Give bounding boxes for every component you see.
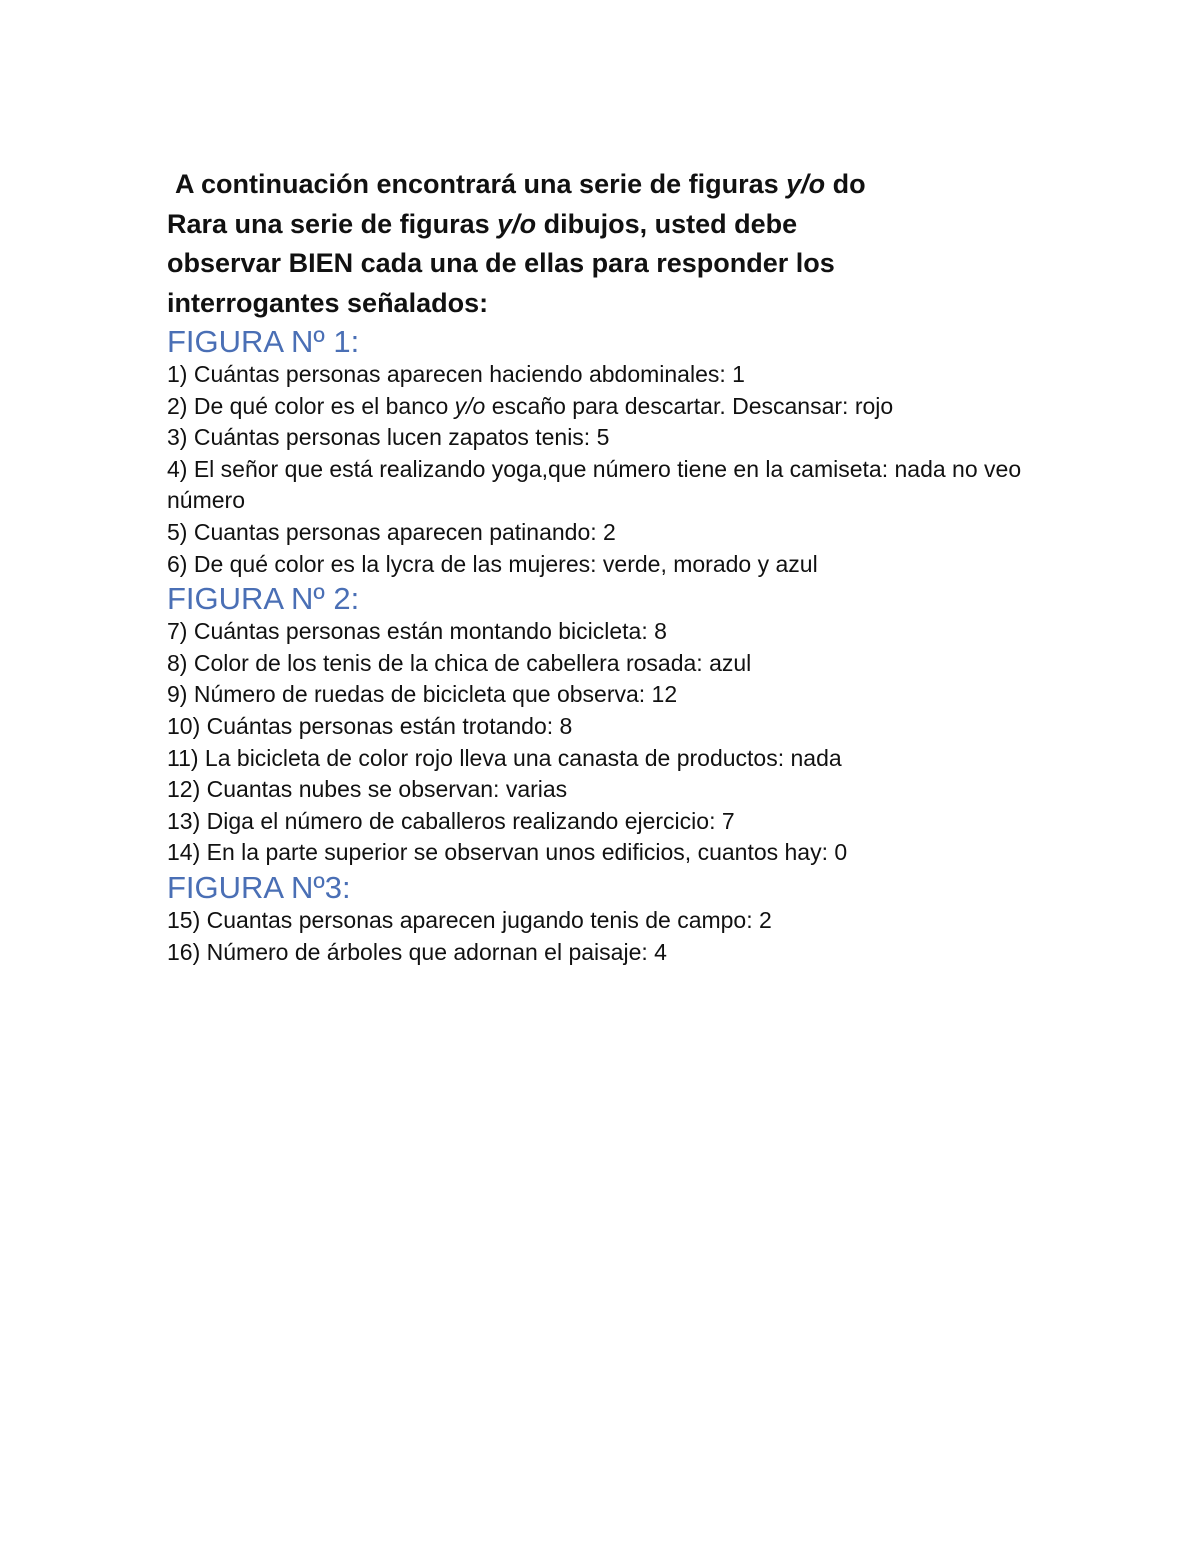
section-heading: FIGURA Nº 1: [167, 324, 360, 359]
intro-line-2: Rara una serie de figuras y/o dibujos, usted debe [167, 208, 798, 239]
question-item: 15) Cuantas personas aparecen jugando tenis de campo: 2 [167, 906, 772, 933]
section-figura-2 [167, 582, 1047, 869]
question-item: 10) Cuántas personas están trotando: 8 [167, 712, 573, 739]
question-item: 12) Cuantas nubes se observan: varias [167, 776, 568, 803]
question-item: 7) Cuántas personas están montando bicicleta: 8 [167, 618, 667, 645]
question-emphasis: y/o [454, 392, 486, 419]
question-item: 4) El señor que está realizando yoga,que número tiene en la camiseta: nada no veo número [167, 455, 1022, 514]
question-item: 9) Número de ruedas de bicicleta que observa: 12 [167, 681, 678, 708]
question-item: 3) Cuántas personas lucen zapatos tenis: 5 [167, 424, 610, 451]
section-figura-3 [167, 871, 1047, 968]
intro-line-1: A continuación encontrará una serie de figuras y/o do [175, 169, 866, 199]
intro-line-3: observar BIEN cada una de ellas para responder los [167, 248, 835, 278]
question-item: 5) Cuantas personas aparecen patinando: 2 [167, 518, 616, 545]
question-item: 6) De qué color es la lycra de las mujeres: verde, morado y azul [167, 550, 818, 577]
intro-emphasis: y/o [497, 208, 537, 239]
question-item: 11) La bicicleta de color rojo lleva una canasta de productos: nada [167, 744, 842, 771]
section-heading: FIGURA Nº3: [167, 869, 351, 905]
question-item: 1) Cuántas personas aparecen haciendo abdominales: 1 [167, 361, 745, 387]
intro-line-4: interrogantes señalados: [167, 287, 489, 318]
question-item: 16) Número de árboles que adornan el paisaje: 4 [167, 938, 667, 965]
question-item: 8) Color de los tenis de la chica de cabellera rosada: azul [167, 649, 752, 676]
question-item: 2) De qué color es el banco y/o escaño para descartar. Descansar: rojo [167, 392, 894, 419]
document-body [167, 165, 1047, 968]
question-item: 14) En la parte superior se observan unos edificios, cuantos hay: 0 [167, 839, 848, 866]
question-item: 13) Diga el número de caballeros realizando ejercicio: 7 [167, 807, 735, 834]
section-figura-1 [167, 325, 1047, 580]
intro-paragraph [167, 165, 1047, 323]
intro-emphasis: y/o [786, 169, 826, 199]
section-heading: FIGURA Nº 2: [167, 581, 360, 617]
